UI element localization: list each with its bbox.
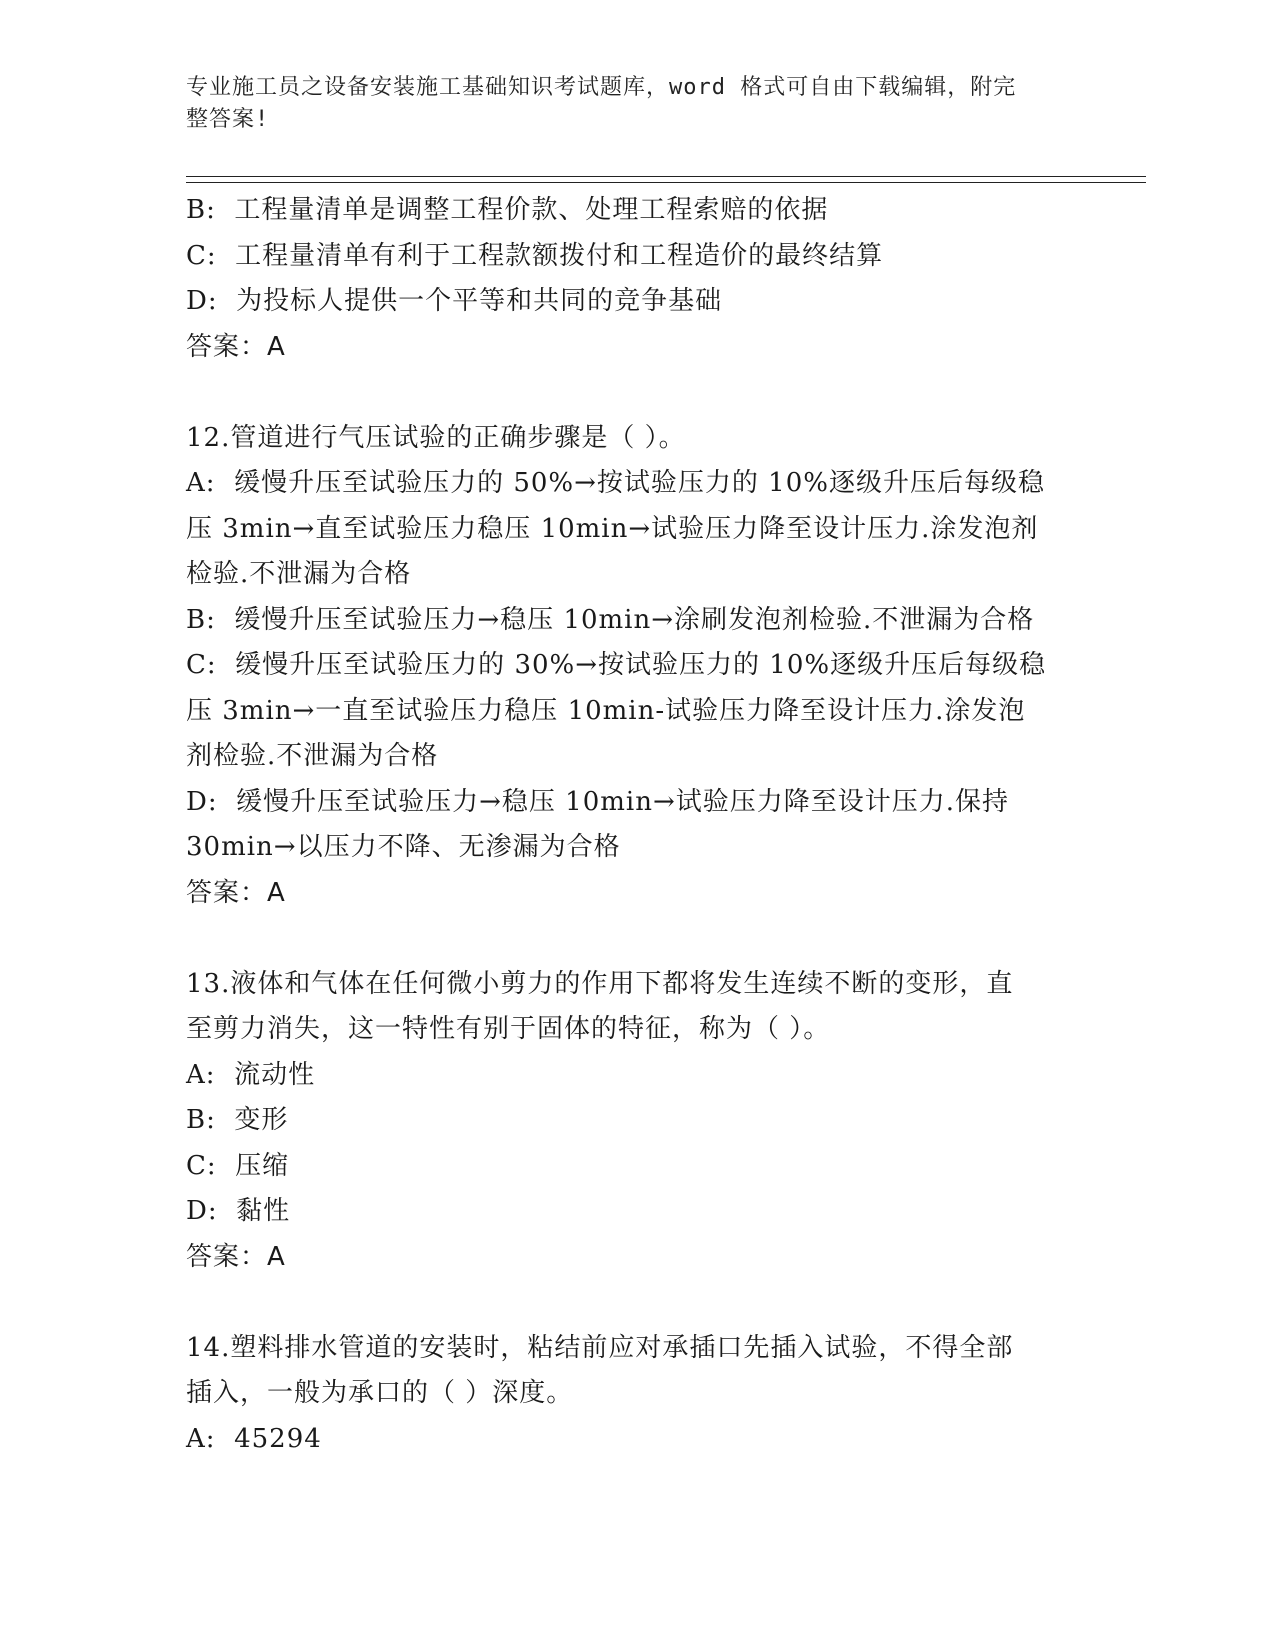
option-a: A: 45294 <box>186 1423 322 1454</box>
option-c: C: 压缩 <box>186 1150 290 1181</box>
spacer <box>186 1280 1086 1326</box>
answer-line: 答案：A <box>186 877 286 908</box>
option-c-continued: 压 3min→一直至试验压力稳压 10min-试验压力降至设计压力.涂发泡 <box>186 695 1026 726</box>
question-11-continued <box>186 188 1086 370</box>
option-c-continued: 剂检验.不泄漏为合格 <box>186 741 439 771</box>
question-stem: 14.塑料排水管道的安装时，粘结前应对承插口先插入试验，不得全部 <box>186 1332 1014 1363</box>
option-c: C: 缓慢升压至试验压力的 30%→按试验压力的 10%逐级升压后每级稳 <box>186 650 1047 680</box>
answer-line: 答案：A <box>186 1241 286 1272</box>
question-12 <box>186 416 1086 917</box>
answer-line: 答案：A <box>186 331 286 362</box>
option-d: D: 缓慢升压至试验压力→稳压 10min→试验压力降至设计压力.保持 <box>186 786 1010 817</box>
option-c: C: 工程量清单有利于工程款额拨付和工程造价的最终结算 <box>186 240 884 271</box>
option-b: B: 变形 <box>186 1105 289 1135</box>
spacer <box>186 370 1086 416</box>
question-stem-continued: 插入，一般为承口的（ ）深度。 <box>186 1378 574 1408</box>
header-line-1: 专业施工员之设备安装施工基础知识考试题库，word 格式可自由下载编辑，附完 <box>186 75 1017 100</box>
header-divider <box>186 176 1146 183</box>
question-14 <box>186 1326 1086 1463</box>
option-a-continued: 检验.不泄漏为合格 <box>186 559 412 589</box>
document-body <box>186 188 1086 1462</box>
option-b: B: 工程量清单是调整工程价款、处理工程索赔的依据 <box>186 195 829 225</box>
question-stem-continued: 至剪力消失，这一特性有别于固体的特征，称为（ ）。 <box>186 1014 831 1044</box>
question-stem: 12.管道进行气压试验的正确步骤是（ ）。 <box>186 422 686 453</box>
option-b: B: 缓慢升压至试验压力→稳压 10min→涂刷发泡剂检验.不泄漏为合格 <box>186 604 1035 635</box>
option-a: A: 缓慢升压至试验压力的 50%→按试验压力的 10%逐级升压后每级稳 <box>186 468 1045 498</box>
document-header <box>186 72 1066 136</box>
option-d-continued: 30min→以压力不降、无渗漏为合格 <box>186 832 621 862</box>
question-stem: 13.液体和气体在任何微小剪力的作用下都将发生连续不断的变形，直 <box>186 968 1014 999</box>
header-line-2: 整答案! <box>186 107 270 132</box>
option-a: A: 流动性 <box>186 1059 316 1090</box>
option-a-continued: 压 3min→直至试验压力稳压 10min→试验压力降至设计压力.涂发泡剂 <box>186 513 1039 544</box>
option-d: D: 黏性 <box>186 1196 291 1226</box>
spacer <box>186 916 1086 962</box>
option-d: D: 为投标人提供一个平等和共同的竞争基础 <box>186 286 723 316</box>
question-13 <box>186 962 1086 1281</box>
